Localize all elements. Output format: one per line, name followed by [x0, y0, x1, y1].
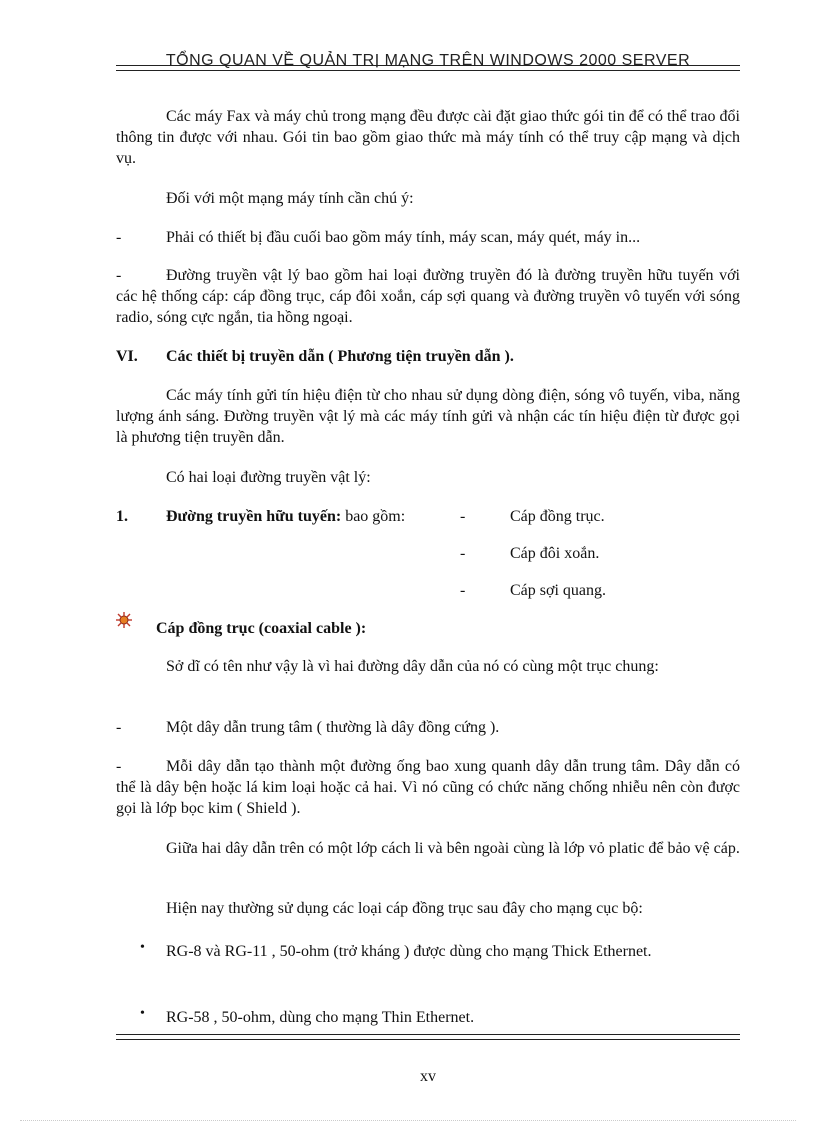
cable-list-item [460, 506, 605, 527]
item-1-heading [116, 506, 740, 527]
header-rule [116, 65, 740, 71]
dash-item-text: Đường truyền vật lý bao gồm hai loại đường truyền đó là đường truyền hữu tuyến với các hệ thống cáp: cáp đồng trục, cáp đôi xoắn, cáp sợi quang và đường truyền vô tuyến với sóng radio, sóng cực ngắn, tia hồng ngoại. [116, 267, 740, 326]
item-number: 1. [116, 508, 128, 525]
bullet-item-1: RG-8 và RG-11 , 50-ohm (trở kháng ) được dùng cho mạng Thick Ethernet. [166, 943, 652, 960]
dash-marker: - [116, 758, 122, 775]
section-heading-vi [116, 346, 514, 367]
page-header-title: TỔNG QUAN VỀ QUẢN TRỊ MẠNG TRÊN WINDOWS 2000 SERVER [165, 52, 691, 69]
item-suffix: bao gồm: [341, 508, 406, 525]
paragraph-3: Các máy tính gửi tín hiệu điện từ cho nhau sử dụng dòng điện, sóng vô tuyến, viba, năng lượng ánh sáng. Đường truyền vật lý mà các máy tính gửi và nhận các tín hiệu điện từ được gọi là phương tiện truyền dẫn. [116, 387, 740, 446]
coax-heading: Cáp đồng trục (coaxial cable ): [156, 620, 367, 637]
dash-marker: - [460, 508, 466, 525]
paragraph-4: Có hai loại đường truyền vật lý: [166, 469, 371, 486]
footer-rule [116, 1034, 740, 1040]
starburst-icon [116, 612, 132, 628]
dash-item-2 [116, 265, 740, 328]
section-title: Các thiết bị truyền dẫn ( Phương tiện truyền dẫn ). [166, 348, 514, 365]
page-bottom-dotted-line [20, 1120, 796, 1121]
dash-marker: - [116, 267, 122, 284]
dash-marker: - [116, 719, 122, 736]
item-title: Đường truyền hữu tuyến: [166, 508, 342, 525]
cable-name: Cáp đôi xoắn. [510, 545, 600, 562]
dash-marker: - [460, 582, 466, 599]
dash-item-text: Mỗi dây dẫn tạo thành một đường ống bao xung quanh dây dẫn trung tâm. Dây dẫn có thể là dây bện hoặc lá kim loại hoặc cả hai. Vì nó cũng có chức năng chống nhiễu nên còn được gọi là lớp bọc kim ( Shield ). [116, 758, 740, 817]
cable-list-item [460, 543, 599, 564]
bullet-marker: • [140, 1006, 145, 1021]
bullet-marker: • [140, 940, 145, 955]
cable-name: Cáp sợi quang. [510, 582, 607, 599]
dash-item-text: Một dây dẫn trung tâm ( thường là dây đồng cứng ). [166, 719, 500, 736]
paragraph-6: Giữa hai dây dẫn trên có một lớp cách li và bên ngoài cùng là lớp vỏ platic để bảo vệ cáp. [166, 840, 740, 857]
dash-marker: - [460, 545, 466, 562]
paragraph-1: Các máy Fax và máy chủ trong mạng đều được cài đặt giao thức gói tin để có thể trao đổi thông tin được với nhau. Gói tin bao gồm giao thức mà máy tính có thể truy cập mạng và dịch vụ. [116, 108, 740, 167]
paragraph-5: Sở dĩ có tên như vậy là vì hai đường dây dẫn của nó có cùng một trục chung: [166, 658, 659, 675]
paragraph-7: Hiện nay thường sử dụng các loại cáp đồng trục sau đây cho mạng cục bộ: [166, 900, 643, 917]
dash-item-text: Phải có thiết bị đầu cuối bao gồm máy tính, máy scan, máy quét, máy in... [166, 229, 641, 246]
dash-marker: - [116, 229, 122, 246]
cable-name: Cáp đồng trục. [510, 508, 605, 525]
bullet-item-2: RG-58 , 50-ohm, dùng cho mạng Thin Ethernet. [166, 1009, 475, 1026]
paragraph-2: Đối với một mạng máy tính cần chú ý: [166, 190, 414, 207]
dash-item-4 [116, 756, 740, 819]
dash-item-1 [116, 227, 740, 248]
page-number: xv [420, 1068, 436, 1085]
dash-item-3 [116, 717, 740, 738]
section-number: VI. [116, 348, 138, 365]
cable-list-item [460, 580, 606, 601]
